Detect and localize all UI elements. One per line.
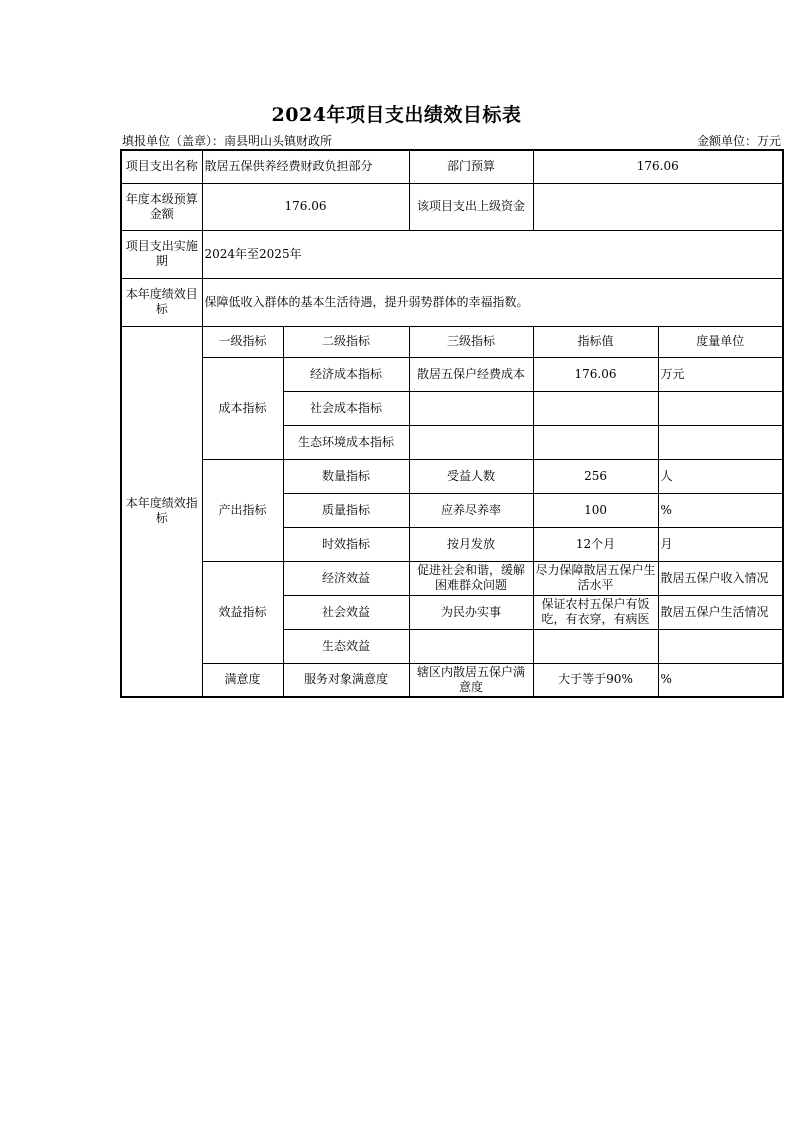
group-satisfaction: 满意度 xyxy=(202,663,283,697)
group-output: 产出指标 xyxy=(202,459,283,561)
header-level2: 二级指标 xyxy=(283,326,409,357)
table-row-value: 大于等于90% xyxy=(533,663,658,697)
table-row-level3: 为民办实事 xyxy=(409,595,533,629)
table-row-unit xyxy=(658,425,783,459)
table-row-value: 12个月 xyxy=(533,527,658,561)
table-row-level2: 数量指标 xyxy=(283,459,409,493)
table-row-unit: 人 xyxy=(658,459,783,493)
table-row-value xyxy=(533,391,658,425)
table-row-level2: 经济成本指标 xyxy=(283,357,409,391)
goal-value: 保障低收入群体的基本生活待遇，提升弱势群体的幸福指数。 xyxy=(202,278,783,326)
amount-unit: 金额单位：万元 xyxy=(696,134,781,148)
table-row-level3: 辖区内散居五保户满意度 xyxy=(409,663,533,697)
table-row-unit: 散居五保户生活情况 xyxy=(658,595,783,629)
reporting-unit: 填报单位（盖章）：南县明山头镇财政所 xyxy=(122,134,333,148)
group-cost: 成本指标 xyxy=(202,357,283,459)
table-row-value xyxy=(533,629,658,663)
upper-funds-label: 该项目支出上级资金 xyxy=(409,183,533,230)
dept-budget-label: 部门预算 xyxy=(409,150,533,183)
indicators-label: 本年度绩效指标 xyxy=(121,326,202,697)
table-row-value xyxy=(533,425,658,459)
table-row-level3: 散居五保户经费成本 xyxy=(409,357,533,391)
group-benefit: 效益指标 xyxy=(202,561,283,663)
table-row-unit: % xyxy=(658,493,783,527)
table-row-level2: 经济效益 xyxy=(283,561,409,595)
project-name-label: 项目支出名称 xyxy=(121,150,202,183)
table-row-unit: 万元 xyxy=(658,357,783,391)
performance-table xyxy=(120,149,784,698)
period-label: 项目支出实施期 xyxy=(121,230,202,278)
annual-budget-label: 年度本级预算金额 xyxy=(121,183,202,230)
table-row-level3 xyxy=(409,391,533,425)
table-row-level3: 按月发放 xyxy=(409,527,533,561)
table-row-unit: 月 xyxy=(658,527,783,561)
table-row-value: 176.06 xyxy=(533,357,658,391)
table-row-value: 尽力保障散居五保户生活水平 xyxy=(533,561,658,595)
header-level3: 三级指标 xyxy=(409,326,533,357)
header-unit: 度量单位 xyxy=(658,326,783,357)
table-row-value: 保证农村五保户有饭吃，有衣穿，有病医 xyxy=(533,595,658,629)
table-row-level3 xyxy=(409,629,533,663)
table-row-level2: 生态环境成本指标 xyxy=(283,425,409,459)
dept-budget-value: 176.06 xyxy=(533,150,783,183)
table-row-level3: 促进社会和谐，缓解困难群众问题 xyxy=(409,561,533,595)
table-row-level2: 生态效益 xyxy=(283,629,409,663)
table-row-value: 256 xyxy=(533,459,658,493)
page-title: 2024年项目支出绩效目标表 xyxy=(271,104,522,126)
table-row-level3: 受益人数 xyxy=(409,459,533,493)
table-row-unit xyxy=(658,629,783,663)
table-row-value: 100 xyxy=(533,493,658,527)
table-row-level2: 服务对象满意度 xyxy=(283,663,409,697)
table-row-unit: 散居五保户收入情况 xyxy=(658,561,783,595)
table-row-unit xyxy=(658,391,783,425)
period-value: 2024年至2025年 xyxy=(202,230,783,278)
table-row-level2: 社会成本指标 xyxy=(283,391,409,425)
table-row-level3 xyxy=(409,425,533,459)
table-row-level2: 时效指标 xyxy=(283,527,409,561)
project-name-value: 散居五保供养经费财政负担部分 xyxy=(202,150,409,183)
annual-budget-value: 176.06 xyxy=(202,183,409,230)
table-row-level2: 质量指标 xyxy=(283,493,409,527)
table-row-unit: % xyxy=(658,663,783,697)
goal-label: 本年度绩效目标 xyxy=(121,278,202,326)
header-value: 指标值 xyxy=(533,326,658,357)
header-level1: 一级指标 xyxy=(202,326,283,357)
table-row-level2: 社会效益 xyxy=(283,595,409,629)
table-row-level3: 应养尽养率 xyxy=(409,493,533,527)
upper-funds-value xyxy=(533,183,783,230)
